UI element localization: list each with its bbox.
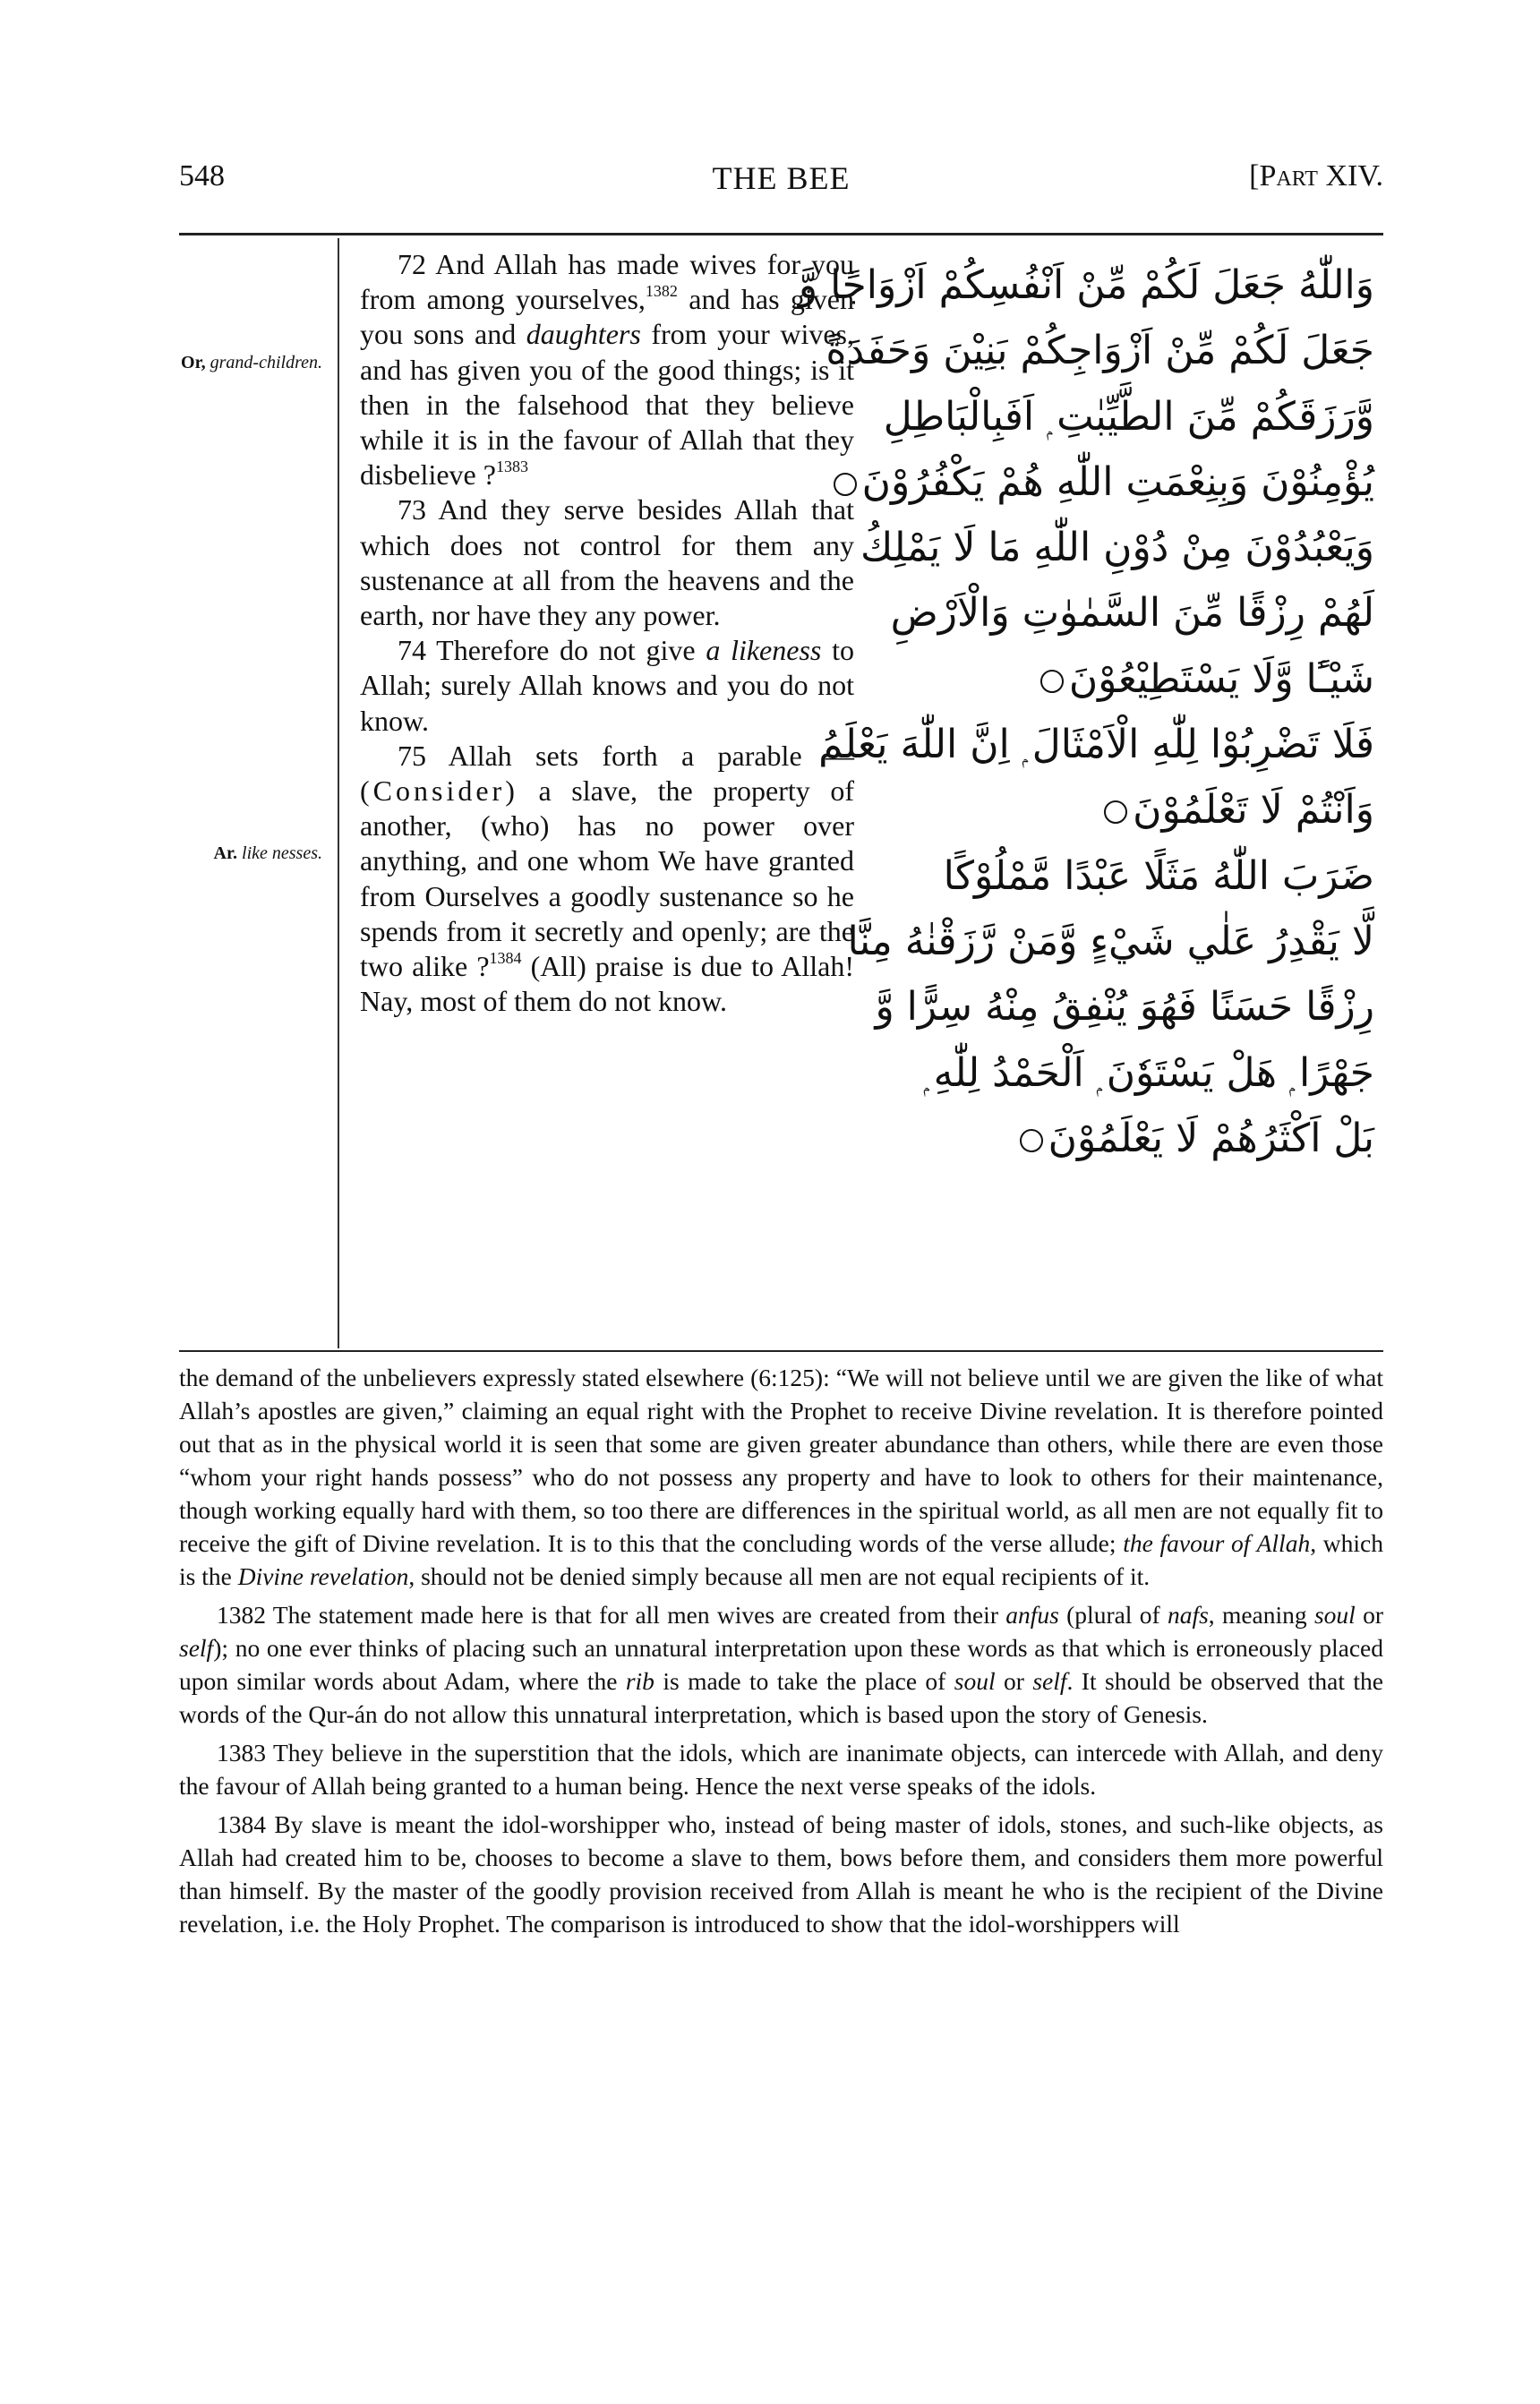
arabic-line bbox=[818, 712, 1374, 777]
verse-73 bbox=[360, 492, 854, 633]
arabic-line-text: يُؤْمِنُوْنَ وَبِنِعْمَتِ اللّٰهِ هُمْ يَكْفُرُوْنَ bbox=[861, 458, 1374, 505]
verse-75 bbox=[360, 739, 854, 1020]
arabic-line bbox=[875, 974, 1374, 1039]
part-label: [Part XIV. bbox=[1249, 159, 1383, 192]
text-run: , which is the bbox=[179, 1529, 1383, 1590]
text-run: , should not be denied simply because all men are not equal recipients of it. bbox=[408, 1562, 1151, 1590]
arabic-line-text: لَّا يَقْدِرُ عَلٰي شَيْءٍ وَّمَنْ رَّزَقْنٰهُ مِنَّا bbox=[847, 918, 1374, 964]
arabic-line-text: لَهُمْ رِزْقًا مِّنَ السَّمٰوٰتِ وَالْاَرْضِ bbox=[890, 590, 1374, 637]
italic-text: self bbox=[1032, 1667, 1067, 1695]
italic-text: soul bbox=[1313, 1601, 1356, 1629]
arabic-line-text: فَلَا تَضْرِبُوْا لِلّٰهِ الْاَمْثَالَ ۭ اِنَّ اللّٰهَ يَعْلَمُ bbox=[818, 722, 1374, 768]
text-run: the demand of the unbelievers expressly stated elsewhere (6:125): “We will not believe until we are given the like of what Allah’s apostles are given,” claiming an equal right with the Prophet to receive Divine revelation. It is therefore pointed out that as in the physical world it is seen that some are given greater abundance than others, while there are even those “whom your right hands possess” who do not possess any property and have to look to others for their maintenance, though working equally hard with them, so too there are differences in the spiritual world, as all men are not equally fit to receive the gift of Divine revelation. It is to this that the concluding words of the verse allude; bbox=[179, 1364, 1383, 1557]
footnotes-section bbox=[179, 1361, 1383, 1946]
margin-note-text: like nesses. bbox=[242, 843, 322, 863]
footnote-1382 bbox=[179, 1598, 1383, 1731]
arabic-line bbox=[922, 646, 1374, 712]
footnote-1383 bbox=[179, 1736, 1383, 1802]
arabic-line bbox=[861, 449, 1374, 515]
text-run: to Allah; surely Allah knows and you do not know. bbox=[360, 634, 855, 737]
text-run: or bbox=[995, 1667, 1033, 1695]
arabic-line-text: رِزْقًا حَسَنًا فَهُوَ يُنْفِقُ مِنْهُ سِرًّا وَّ bbox=[875, 984, 1374, 1031]
arabic-line bbox=[922, 777, 1374, 843]
arabic-line bbox=[860, 515, 1374, 580]
text-run: , meaning bbox=[1208, 1601, 1314, 1629]
arabic-line-text: وَاللّٰهُ جَعَلَ لَكُمْ مِّنْ اَنْفُسِكُمْ اَزْوَاجًا وَّ bbox=[798, 262, 1374, 308]
arabic-line-text: وَيَعْبُدُوْنَ مِنْ دُوْنِ اللّٰهِ مَا لَا يَمْلِكُ bbox=[860, 525, 1374, 571]
ayah-end-marker-icon bbox=[1040, 670, 1064, 693]
text-run: 75 Allah sets forth a parable — bbox=[398, 739, 854, 772]
text-run: from your wives, and has given you of the good things; is it then in the falsehood that they believe while it is in the favour of Allah that they disbelieve ? bbox=[360, 318, 854, 492]
italic-text: the favour of Allah bbox=[1123, 1529, 1311, 1557]
footnote-ref: 1382 bbox=[645, 282, 678, 301]
arabic-line-text: جَهْرًا ۭ هَلْ يَسْتَوٗنَ ۭ اَلْحَمْدُ لِلّٰهِ ۭ bbox=[923, 1049, 1374, 1096]
text-run: 1383 They believe in the superstition that the idols, which are inanimate objects, can intercede with Allah, and deny the favour of Allah being granted to a human being. Hence the next verse speaks of the idols. bbox=[179, 1739, 1383, 1800]
ayah-end-marker-icon bbox=[834, 473, 857, 496]
arabic-line bbox=[826, 318, 1374, 383]
arabic-line bbox=[922, 1106, 1374, 1171]
text-run: 1384 By slave is meant the idol-worshipper who, instead of being master of idols, stones, and such-like objects, as Allah had created him to be, chooses to become a slave to them, bows before them, and considers them more powerful than himself. By the master of the goodly provision received from Allah is meant he who is the recipient of the Divine revelation, i.e. the Holy Prophet. The comparison is introduced to show that the idol-worshippers will bbox=[179, 1810, 1383, 1938]
text-run: is made to take the place of bbox=[654, 1667, 954, 1695]
footnote-rule bbox=[179, 1350, 1383, 1352]
arabic-line-text: وَاَنْتُمْ لَا تَعْلَمُوْنَ bbox=[1133, 787, 1374, 834]
translation-column bbox=[360, 247, 854, 1019]
text-run: (All) praise is due to Allah! Nay, most of them do not know. bbox=[360, 950, 855, 1018]
margin-column-divider bbox=[338, 238, 339, 1348]
arabic-line bbox=[847, 909, 1374, 974]
arabic-line-text: ضَرَبَ اللّٰهُ مَثَلًا عَبْدًا مَّمْلُوْكًا bbox=[943, 852, 1374, 899]
margin-note-likenesses bbox=[175, 843, 322, 863]
text-run: or bbox=[1355, 1601, 1383, 1629]
margin-note-grandchildren bbox=[175, 353, 322, 372]
margin-note-lead: Ar. bbox=[213, 843, 238, 863]
header-rule bbox=[179, 233, 1383, 235]
text-run: and has given you sons and bbox=[360, 283, 855, 351]
italic-text: self bbox=[179, 1634, 214, 1662]
page-number: 548 bbox=[179, 159, 225, 192]
arabic-line bbox=[922, 1040, 1374, 1106]
text-run: 1382 The statement made here is that for all men wives are created from their bbox=[217, 1601, 1006, 1629]
ayah-end-marker-icon bbox=[1020, 1129, 1043, 1152]
margin-note-text: grand-children. bbox=[210, 353, 322, 372]
verse-72 bbox=[360, 247, 854, 492]
italic-text: a likeness bbox=[706, 634, 822, 667]
text-run: (plural of bbox=[1058, 1601, 1168, 1629]
italic-text: daughters bbox=[526, 318, 641, 351]
italic-text: nafs bbox=[1167, 1601, 1209, 1629]
italic-text: Divine revelation bbox=[237, 1562, 409, 1590]
footnote-1384 bbox=[179, 1808, 1383, 1940]
italic-text: rib bbox=[625, 1667, 654, 1695]
footnote-ref: 1383 bbox=[495, 458, 528, 476]
ayah-end-marker-icon bbox=[1104, 800, 1127, 824]
arabic-line-text: بَلْ اَكْثَرُهُمْ لَا يَعْلَمُوْنَ bbox=[1048, 1115, 1374, 1161]
text-run: 74 Therefore do not give bbox=[398, 634, 706, 667]
arabic-line-text: شَيْـًٔا وَّلَا يَسْتَطِيْعُوْنَ bbox=[1068, 655, 1374, 702]
footnote-cont bbox=[179, 1361, 1383, 1593]
italic-text: anfus bbox=[1005, 1601, 1059, 1629]
arabic-line bbox=[922, 843, 1374, 909]
margin-note-lead: Or, bbox=[181, 353, 206, 372]
spaced-text: (Consider) bbox=[360, 774, 518, 808]
footnote-ref: 1384 bbox=[489, 949, 522, 968]
text-run: 72 And Allah has made wives for you from among yourselves, bbox=[360, 248, 854, 316]
arabic-text-column bbox=[798, 252, 1374, 1171]
arabic-line-text: جَعَلَ لَكُمْ مِّنْ اَزْوَاجِكُمْ بَنِيْنَ وَحَفَدَةً bbox=[826, 328, 1374, 374]
running-title: THE BEE bbox=[712, 160, 851, 196]
text-run: ); no one ever thinks of placing such an unnatural interpretation upon these words as that which is erroneously placed upon similar words about Adam, where the bbox=[179, 1634, 1383, 1695]
text-run: a slave, the property of another, (who) has no power over anything, and one whom We have granted from Ourselves a goodly sustenance so he spends from it secretly and openly; are the two alike ? bbox=[360, 774, 854, 983]
arabic-line bbox=[883, 384, 1374, 449]
text-run: 73 And they serve besides Allah that which does not control for them any sustenance at all from the heavens and the earth, nor have they any power. bbox=[360, 493, 854, 632]
text-run: . It should be observed that the words of the Qur-án do not allow this unnatural interpretation, which is based upon the story of Genesis. bbox=[179, 1667, 1383, 1728]
arabic-line bbox=[798, 252, 1374, 318]
running-head bbox=[179, 159, 1383, 204]
arabic-line-text: وَّرَزَقَكُمْ مِّنَ الطَّيِّبٰتِ ۭ اَفَبِالْبَاطِلِ bbox=[883, 393, 1374, 440]
arabic-line bbox=[890, 580, 1374, 646]
verse-74 bbox=[360, 633, 854, 739]
italic-text: soul bbox=[954, 1667, 996, 1695]
